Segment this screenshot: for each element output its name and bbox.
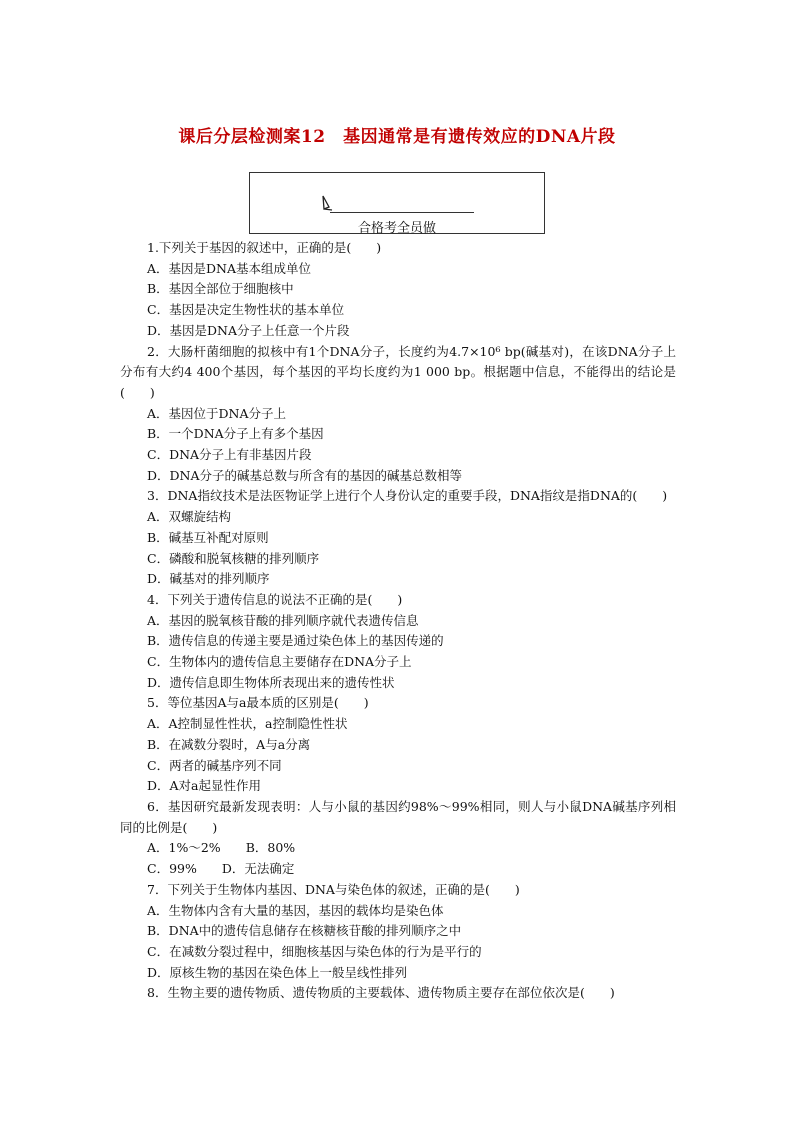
answer-option: C．基因是决定生物性状的基本单位 bbox=[147, 302, 345, 318]
answer-option: C．两者的碱基序列不同 bbox=[147, 757, 282, 773]
answer-option: C．生物体内的遗传信息主要储存在DNA分子上 bbox=[147, 654, 412, 670]
answer-option: A．生物体内含有大量的基因，基因的载体均是染色体 bbox=[147, 902, 444, 918]
question-stem: 5．等位基因A与a最本质的区别是( ) bbox=[147, 695, 369, 711]
answer-option: C．99% D．无法确定 bbox=[147, 861, 295, 877]
answer-option: D．碱基对的排列顺序 bbox=[147, 571, 270, 587]
answer-option: B．遗传信息的传递主要是通过染色体上的基因传递的 bbox=[147, 633, 444, 649]
answer-option: C．磷酸和脱氧核糖的排列顺序 bbox=[147, 550, 320, 566]
answer-option: A．1%～2% B．80% bbox=[147, 840, 296, 856]
question-stem: 2．大肠杆菌细胞的拟核中有1个DNA分子，长度约为4.7×10⁶ bp(碱基对)，在该DNA分子上分布有大约4 400个基因，每个基因的平均长度约为1 000 bp。根据题中信息，不能得出的结论是( ) bbox=[120, 343, 676, 400]
answer-option: B．基因全部位于细胞核中 bbox=[147, 281, 294, 297]
answer-option: A．基因的脱氧核苷酸的排列顺序就代表遗传信息 bbox=[147, 612, 419, 628]
question-stem: 7．下列关于生物体内基因、DNA与染色体的叙述，正确的是( ) bbox=[147, 881, 520, 897]
question-stem: 3．DNA指纹技术是法医物证学上进行个人身份认定的重要手段，DNA指纹是指DNA的( ) bbox=[147, 488, 668, 504]
answer-option: C．DNA分子上有非基因片段 bbox=[147, 447, 312, 463]
answer-option: D．DNA分子的碱基总数与所含有的基因的碱基总数相等 bbox=[147, 467, 463, 483]
section-label: 合格考全员做 bbox=[357, 221, 436, 236]
pen-icon bbox=[320, 195, 334, 213]
answer-option: B．DNA中的遗传信息储存在核糖核苷酸的排列顺序之中 bbox=[147, 923, 462, 939]
answer-option: D．原核生物的基因在染色体上一般呈线性排列 bbox=[147, 964, 408, 980]
question-list bbox=[120, 238, 676, 1004]
question-stem: 4．下列关于遗传信息的说法不正确的是( ) bbox=[147, 591, 403, 607]
answer-option: A．基因是DNA基本组成单位 bbox=[147, 260, 312, 276]
answer-option: D．基因是DNA分子上任意一个片段 bbox=[147, 322, 350, 338]
answer-option: A．基因位于DNA分子上 bbox=[147, 405, 287, 421]
question-stem: 1.下列关于基因的叙述中，正确的是( ) bbox=[147, 240, 382, 255]
answer-option: B．在减数分裂时，A与a分离 bbox=[147, 736, 311, 752]
answer-option: D．A对a起显性作用 bbox=[147, 778, 262, 794]
answer-option: A．双螺旋结构 bbox=[147, 509, 232, 525]
answer-option: B．碱基互补配对原则 bbox=[147, 529, 269, 545]
answer-option: C．在减数分裂过程中，细胞核基因与染色体的行为是平行的 bbox=[147, 943, 482, 959]
answer-option: D．遗传信息即生物体所表现出来的遗传性状 bbox=[147, 674, 395, 690]
question-stem: 8．生物主要的遗传物质、遗传物质的主要载体、遗传物质主要存在部位依次是( ) bbox=[147, 985, 615, 1001]
answer-option: A．A控制显性性状，a控制隐性性状 bbox=[147, 716, 348, 732]
question-stem: 6．基因研究最新发现表明：人与小鼠的基因约98%～99%相同，则人与小鼠DNA碱基序列相同的比例是( ) bbox=[120, 798, 676, 835]
page-title: 课后分层检测案12 基因通常是有遗传效应的DNA片段 bbox=[178, 127, 616, 147]
header-underline bbox=[330, 212, 474, 213]
section-header-box bbox=[249, 172, 545, 234]
answer-option: B．一个DNA分子上有多个基因 bbox=[147, 426, 324, 442]
